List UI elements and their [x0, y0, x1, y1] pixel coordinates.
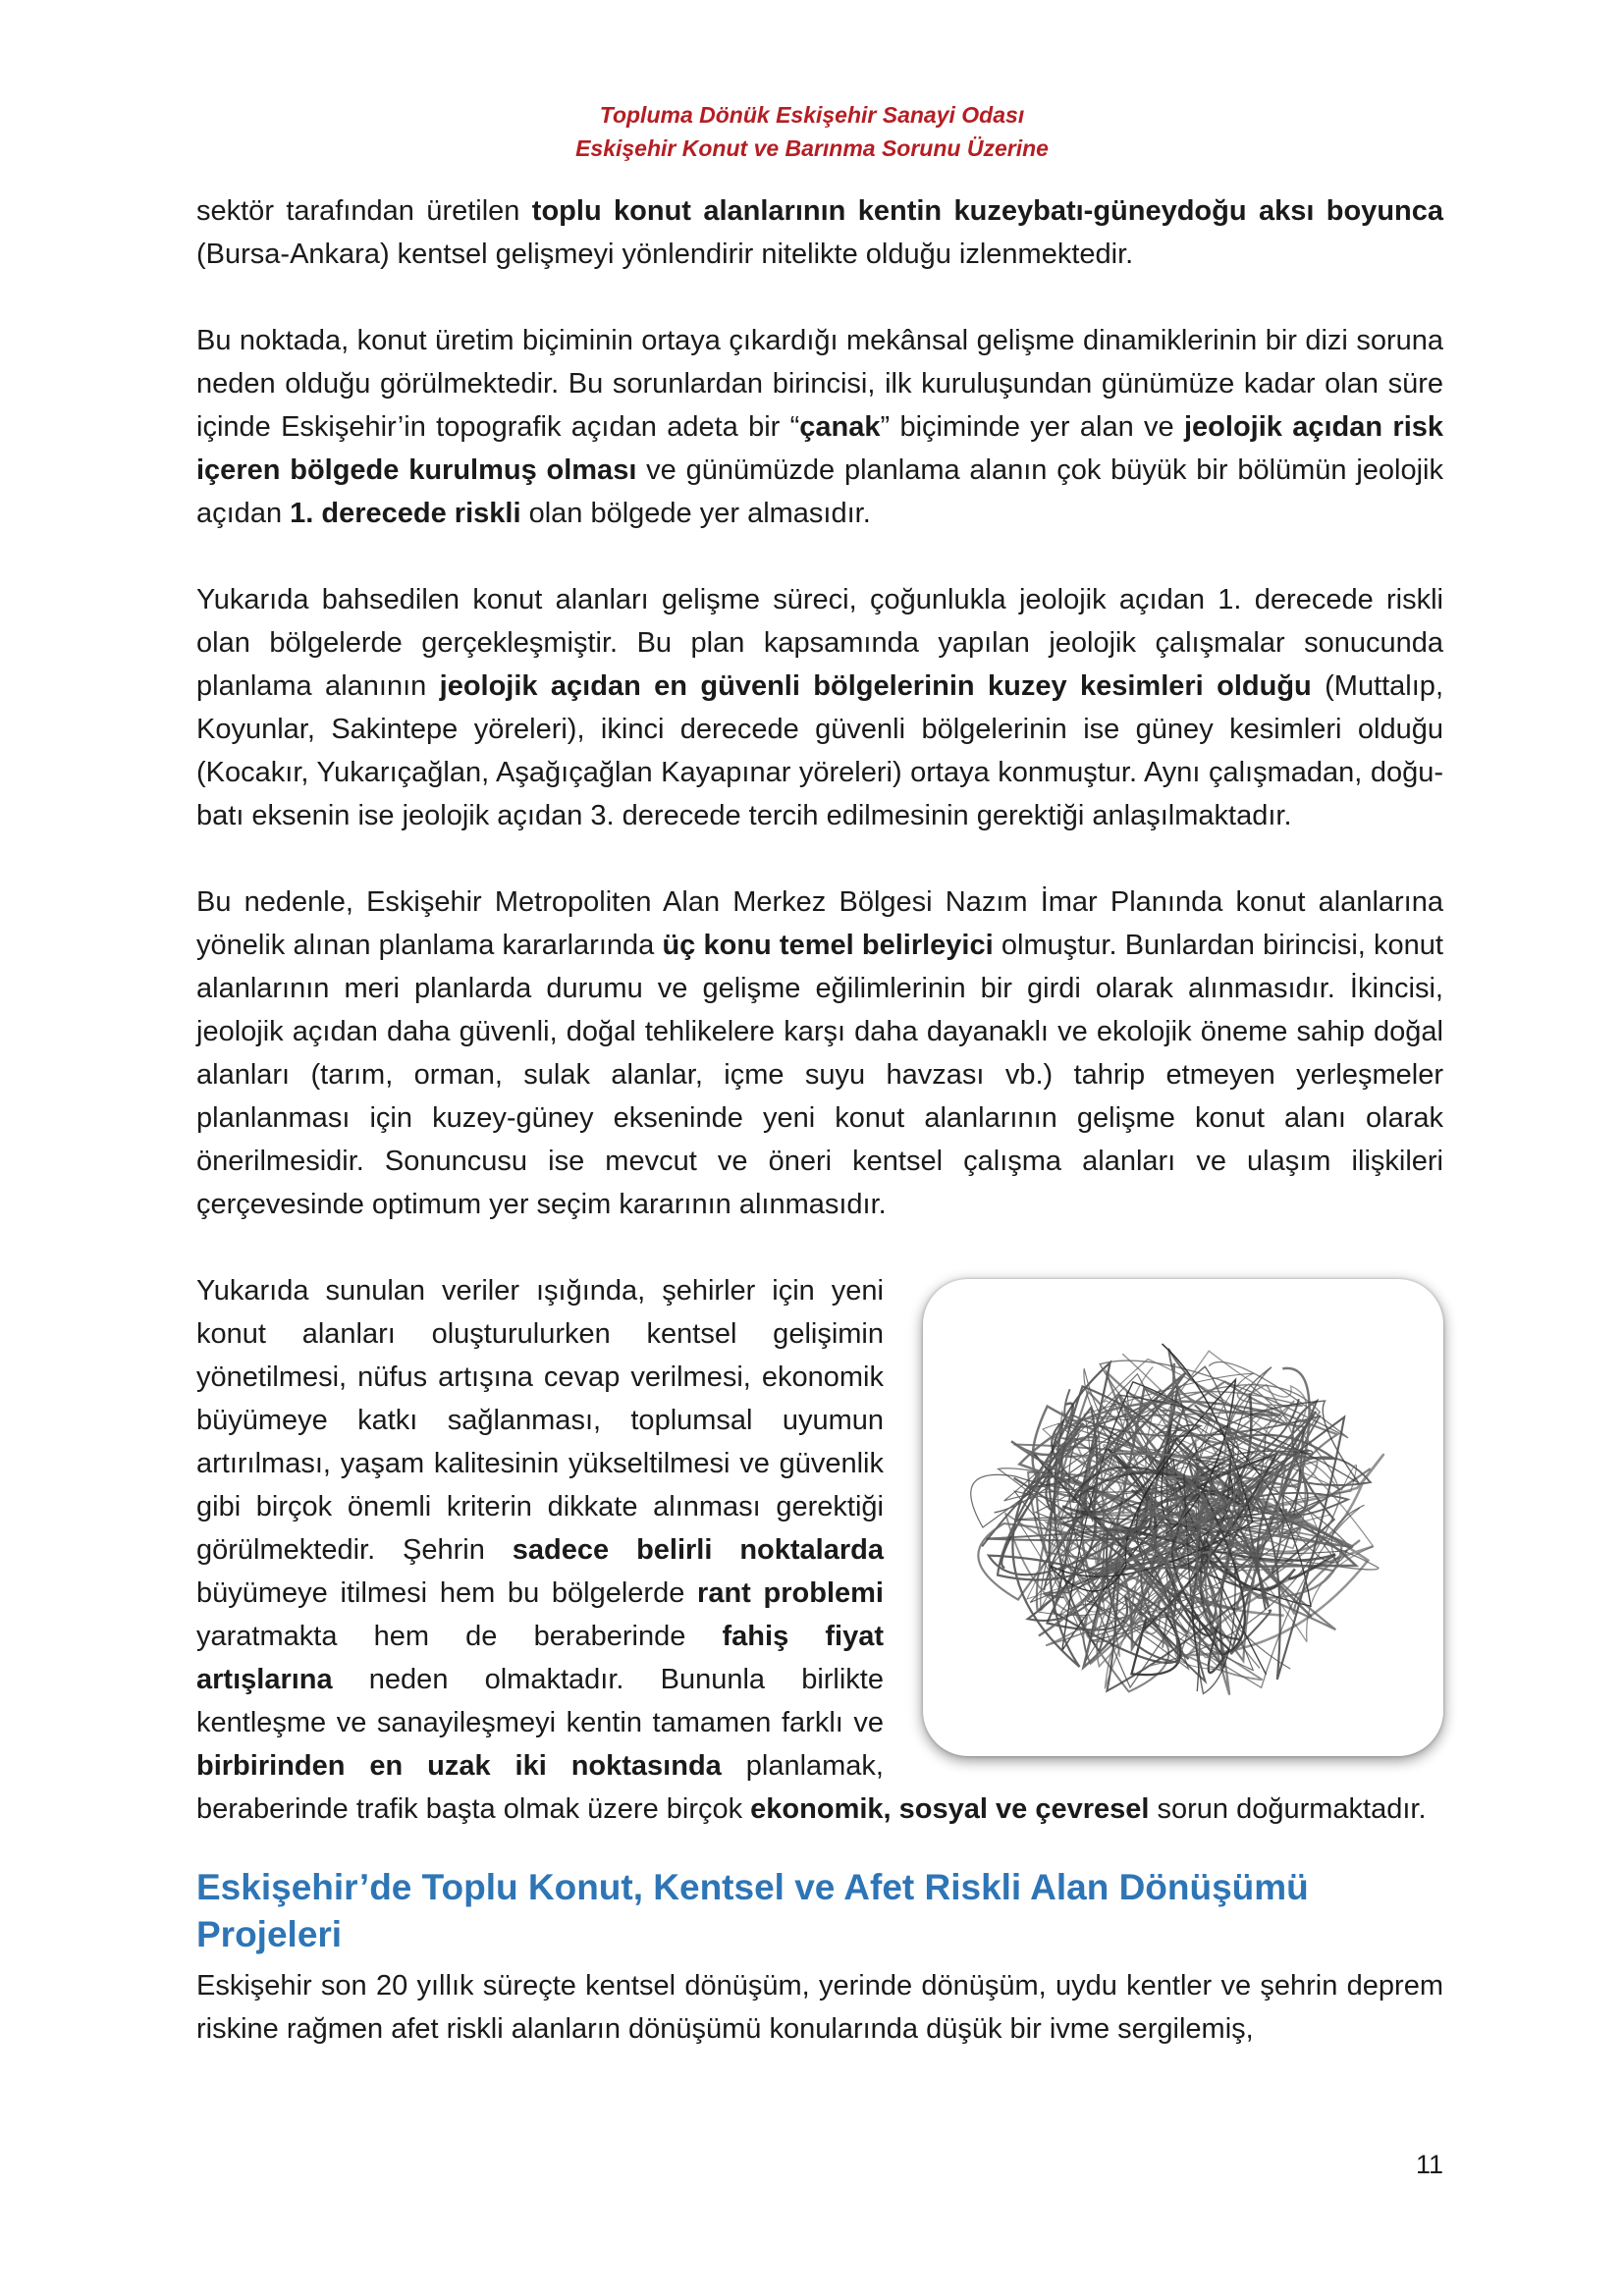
section-heading: Eskişehir’de Toplu Konut, Kentsel ve Afet Riskli Alan Dönüşümü Projeleri: [196, 1867, 1309, 1954]
paragraph-2: [196, 319, 1443, 535]
paragraph-5: [196, 1269, 1443, 1831]
text-run: yaratmakta hem de beraberinde: [196, 1621, 723, 1652]
text-run: sektör tarafından üretilen: [196, 195, 532, 227]
text-run: Bu noktada, konut üretim biçiminin ortaya çıkardığı mekânsal gelişme dinamiklerinin bir dizi soruna neden olduğu görülmektedir. Bu sorunlardan birincisi, ilk kuruluşundan günümüze kadar olan süre içinde Eskişehir’in topografik açıdan adeta bir “: [196, 325, 1443, 443]
bold-run: çanak: [799, 411, 881, 443]
text-run: büyümeye itilmesi hem bu bölgelerde: [196, 1577, 698, 1609]
paragraph-1: [196, 189, 1443, 276]
page-body: [196, 189, 1443, 2094]
bold-run: jeolojik açıdan risk içeren bölgede kurulmuş olması: [196, 411, 1444, 486]
bold-run: üç konu temel belirleyici: [662, 930, 994, 961]
text-run: ve günümüzde planlama alanın çok büyük bir bölümün jeolojik açıdan: [196, 454, 1444, 529]
scribble-figure: [923, 1279, 1443, 1756]
text-run: ” biçiminde yer alan ve: [880, 411, 1184, 443]
bold-run: sadece belirli noktalarda: [512, 1534, 884, 1566]
header-line-1: Topluma Dönük Eskişehir Sanayi Odası: [599, 102, 1025, 128]
text-run: Yukarıda sunulan veriler ışığında, şehirler için yeni konut alanları oluşturulurken kentsel gelişimin yönetilmesi, nüfus artışına cevap verilmesi, ekonomik büyümeye katkı sağlanması, toplumsal uyumun artırılması, yaşam kalitesinin yükseltilmesi ve güvenlik gibi birçok önemli kriterin dikkate alınması gerektiği görülmektedir. Şehrin: [196, 1275, 884, 1566]
bold-run: fahiş fiyat artışlarına: [196, 1621, 884, 1695]
text-run: olmuştur. Bunlardan birincisi, konut alanlarının meri planlarda durumu ve gelişme eğilimlerinin bir girdi olarak alınmasıdır. İkincisi, jeolojik açıdan daha güvenli, doğal tehlikelere karşı daha dayanaklı ve ekolojik öneme sahip doğal alanları (tarım, orman, sulak alanlar, içme suyu havzası vb.) tahrip etmeyen yerleşmeler planlanması için kuzey-güney ekseninde yeni konut alanlarının gelişme konut alanı olarak önerilmesidir. Sonuncusu ise mevcut ve öneri kentsel çalışma alanları ve ulaşım ilişkileri çerçevesinde optimum yer seçim kararının alınmasıdır.: [196, 930, 1443, 1220]
text-run: planlamak, beraberinde trafik başta olmak üzere birçok: [196, 1750, 884, 1825]
text-run: sorun doğurmaktadır.: [1149, 1793, 1427, 1825]
text-run: (Muttalıp, Koyunlar, Sakintepe yöreleri), ikinci derecede güvenli bölgelerinin ise güney kesimleri olduğu (Kocakır, Yukarıçağlan, Aşağıçağlan Kayapınar yöreleri) ortaya konmuştur. Aynı çalışmadan, doğu-batı eksenin ise jeolojik açıdan 3. derecede tercih edilmesinin gerektiği anlaşılmaktadır.: [196, 670, 1443, 831]
bold-run: jeolojik açıdan en güvenli bölgelerinin kuzey kesimleri olduğu: [439, 670, 1312, 702]
section-paragraph: Eskişehir son 20 yıllık süreçte kentsel dönüşüm, yerinde dönüşüm, uydu kentler ve şehrin deprem riskine rağmen afet riskli alanların dönüşümü konularında düşük bir ivme sergilemiş,: [196, 1970, 1443, 2045]
bold-run: toplu konut alanlarının kentin kuzeybatı-güneydoğu aksı boyunca: [531, 195, 1443, 227]
text-run: Yukarıda bahsedilen konut alanları gelişme süreci, çoğunlukla jeolojik açıdan 1. derecede riskli olan bölgelerde gerçekleşmiştir. Bu plan kapsamında yapılan jeolojik çalışmalar sonucunda planlama alanının: [196, 584, 1443, 702]
bold-run: birbirinden en uzak iki noktasında: [196, 1750, 722, 1782]
text-run: Bu nedenle, Eskişehir Metropoliten Alan Merkez Bölgesi Nazım İmar Planında konut alanlarına yönelik alınan planlama kararlarında: [196, 886, 1443, 961]
scribble-drawing: [923, 1279, 1443, 1756]
paragraph-3: [196, 578, 1443, 837]
bold-run: rant problemi: [697, 1577, 884, 1609]
running-header: [0, 98, 1624, 165]
bold-run: ekonomik, sosyal ve çevresel: [750, 1793, 1150, 1825]
bold-run: 1. derecede riskli: [290, 498, 521, 529]
text-run: olan bölgede yer almasıdır.: [520, 498, 871, 529]
paragraph-4: [196, 881, 1443, 1226]
text-run: neden olmaktadır. Bununla birlikte kentleşme ve sanayileşmeyi kentin tamamen farklı ve: [196, 1664, 884, 1738]
text-run: (Bursa-Ankara) kentsel gelişmeyi yönlendirir nitelikte olduğu izlenmektedir.: [196, 239, 1134, 270]
page-number: 11: [1415, 2150, 1443, 2179]
header-line-2: Eskişehir Konut ve Barınma Sorunu Üzerine: [575, 135, 1049, 161]
